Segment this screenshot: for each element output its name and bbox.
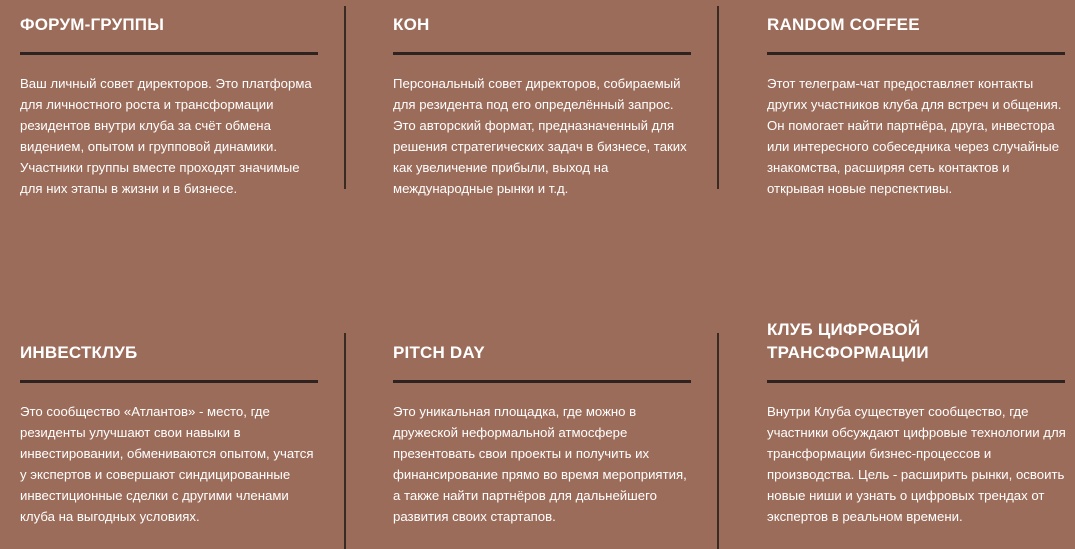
card-title: КЛУБ ЦИФРОВОЙ ТРАНСФОРМАЦИИ [767,320,929,362]
card-divider [767,52,1065,55]
card-description: Персональный совет директоров, собираемый для резидента под его определённый запрос. Это авторский формат, предназначенный для решения стратегических задач в бизнесе, таких как увеличение прибыли, выход на международные рынки и т.д. [393,76,687,196]
card-invest-club [20,306,320,527]
column-divider [717,6,719,189]
card-kon [393,0,693,199]
card-title: КОН [393,15,430,34]
card-title: RANDOM COFFEE [767,15,920,34]
card-title: ФОРУМ-ГРУППЫ [20,15,165,34]
card-divider [20,380,318,383]
card-description: Это сообщество «Атлантов» - место, где резиденты улучшают свои навыки в инвестировании, обмениваются опытом, учатся у экспертов и совершают синдицированные инвестиционные сделки с другими членами клуба на выгодных условиях. [20,404,314,524]
column-divider [344,333,346,549]
card-divider [20,52,318,55]
card-description: Это уникальная площадка, где можно в дружеской неформальной атмосфере презентовать свои проекты и получить их финансирование прямо во время мероприятия, а также найти партнёров для дальнейшего развития своих стартапов. [393,404,687,524]
column-divider [717,333,719,549]
column-divider [344,6,346,189]
card-digital-transformation [767,306,1067,527]
card-description: Ваш личный совет директоров. Это платформа для личностного роста и трансформации резидентов внутри клуба за счёт обмена видением, опытом и групповой динамики. Участники группы вместе проходят значимые для них этапы в жизни и в бизнесе. [20,76,312,196]
card-description: Внутри Клуба существует сообщество, где участники обсуждают цифровые технологии для трансформации бизнес-процессов и производства. Цель - расширить рынки, освоить новые ниши и узнать о цифровых трендах от экспертов в реальном времени. [767,404,1066,524]
card-title: PITCH DAY [393,343,485,362]
card-random-coffee [767,0,1067,199]
card-divider [393,52,691,55]
card-description: Этот телеграм-чат предоставляет контакты других участников клуба для встреч и общения. Он помогает найти партнёра, друга, инвестора или интересного собеседника через случайные знакомства, расширяя сеть контактов и открывая новые перспективы. [767,76,1062,196]
card-title: ИНВЕСТКЛУБ [20,343,138,362]
card-divider [767,380,1065,383]
card-pitch-day [393,306,693,527]
card-forum-groups [20,0,320,199]
card-divider [393,380,691,383]
